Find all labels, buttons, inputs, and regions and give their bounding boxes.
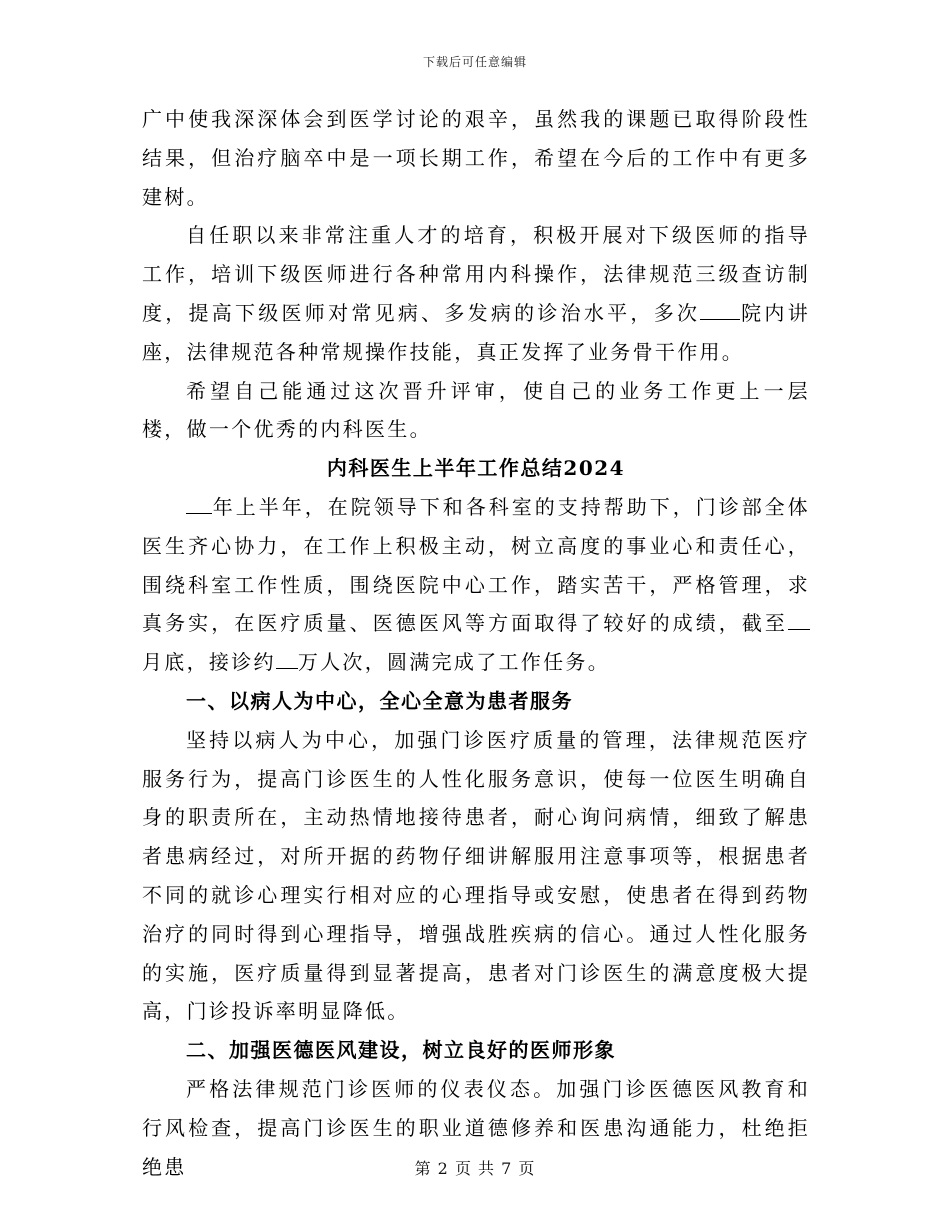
paragraph-summary [142,488,810,682]
fill-in-blank [700,299,740,320]
fill-in-blank-year [186,493,212,514]
paragraph-summary-text-c: 万人次，圆满完成了工作任务。 [297,650,611,675]
section-heading-1: 一、以病人为中心，全心全意为患者服务 [186,688,573,713]
document-body [142,100,810,1186]
paragraph-training-text-b: 院内讲座，法律规范各种常规操作技能，真正发挥了业务骨干作用。 [142,300,810,364]
paragraph-training [142,216,810,371]
section-heading-2: 二、加强医德医风建设，树立良好的医师形象 [186,1038,616,1063]
paragraph-patient-centered: 坚持以病人为中心，加强门诊医疗质量的管理，法律规范医疗服务行为，提高门诊医生的人性化服务意识，使每一位医生明确自身的职责所在，主动热情地接待患者，耐心询问病情，细致了解患者患病经过，对所开据的药物仔细讲解服用注意事项等，根据患者不同的就诊心理实行相对应的心理指导或安慰，使患者在得到药物治疗的同时得到心理指导，增强战胜疾病的信心。通过人性化服务的实施，医疗质量得到显著提高，患者对门诊医生的满意度极大提高，门诊投诉率明显降低。 [142,727,810,1024]
document-title: 内科医生上半年工作总结2024 [326,456,626,481]
paragraph-ethics: 严格法律规范门诊医师的仪表仪态。加强门诊医德医风教育和行风检查，提高门诊医生的职业道德修养和医患沟通能力，杜绝拒绝患 [142,1076,810,1179]
paragraph-summary-text-a: 年上半年，在院领导下和各科室的支持帮助下，门诊部全体医生齐心协力，在工作上积极主动，树立高度的事业心和责任心，围绕科室工作性质，围绕医院中心工作，踏实苦干，严格管理，求真务实，在医疗质量、医德医风等方面取得了较好的成绩，截至 [142,494,810,636]
paragraph-hope: 希望自己能通过这次晋升评审，使自己的业务工作更上一层楼，做一个优秀的内科医生。 [142,378,810,442]
fill-in-blank-month [788,609,810,630]
paragraph-training-text-a: 自任职以来非常注重人才的培育，积极开展对下级医师的指导工作，培训下级医师进行各种常用内科操作，法律规范三级查访制度，提高下级医师对常见病、多发病的诊治水平，多次 [142,223,810,325]
page-number: 第 2 页 共 7 页 [414,1159,536,1178]
paragraph-continuation: 广中使我深深体会到医学讨论的艰辛，虽然我的课题已取得阶段性结果，但治疗脑卒中是一项长期工作，希望在今后的工作中有更多建树。 [142,107,810,209]
paragraph-summary-text-b: 月底，接诊约 [142,650,276,675]
fill-in-blank-count [276,648,298,669]
page-header-note: 下载后可任意编辑 [422,55,527,69]
